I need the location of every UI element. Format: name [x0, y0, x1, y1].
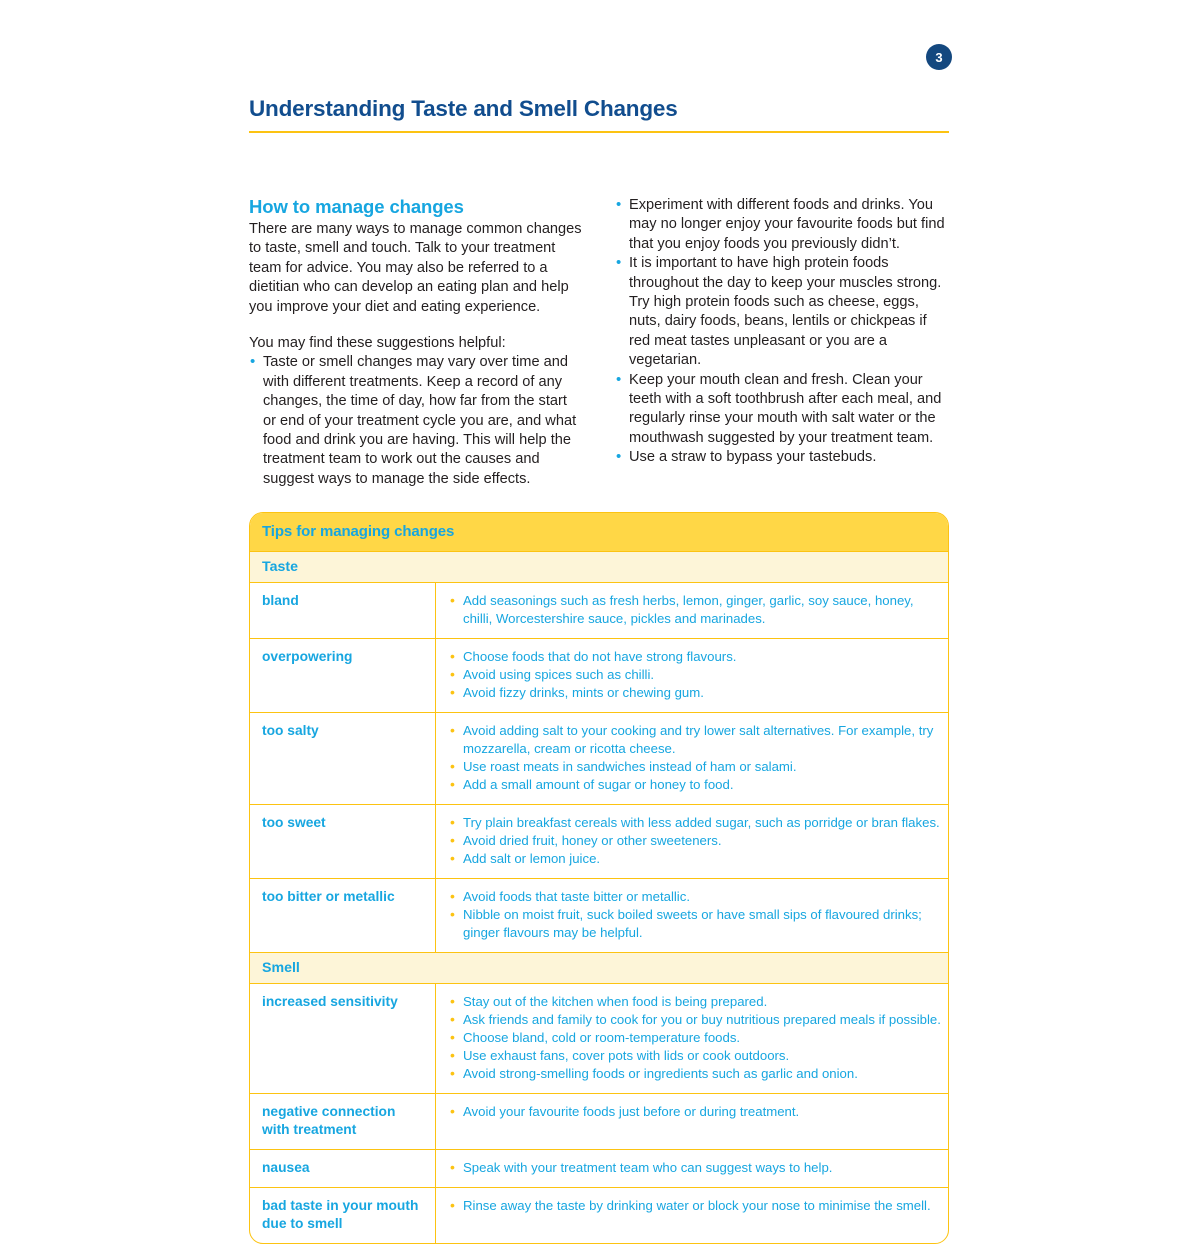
row-tips — [436, 1094, 948, 1149]
row-tips — [436, 984, 948, 1093]
row-tips — [436, 583, 948, 638]
table-row — [250, 583, 948, 638]
table-row — [250, 984, 948, 1093]
tip-item: • Add a small amount of sugar or honey to food. — [450, 776, 942, 794]
row-label: increased sensitivity — [250, 984, 436, 1093]
page-number-badge: 3 — [926, 44, 952, 70]
row-label: overpowering — [250, 639, 436, 712]
tip-item: • Stay out of the kitchen when food is being prepared. — [450, 993, 942, 1011]
tip-item: • Avoid strong-smelling foods or ingredients such as garlic and onion. — [450, 1065, 942, 1083]
suggestions-lead-in: You may find these suggestions helpful: — [249, 335, 506, 352]
tip-list — [450, 648, 942, 702]
list-item: • Taste or smell changes may vary over time and with different treatments. Keep a record of any changes, the time of day, how far from the start or end of your treatment cycle you are, and what food and drink you are having. This will help the treatment team to work out the causes and suggest ways to manage the side effects. — [249, 353, 582, 489]
tip-item: • Try plain breakfast cereals with less added sugar, such as porridge or bran flakes. — [450, 814, 942, 832]
list-item: • Keep your mouth clean and fresh. Clean your teeth with a soft toothbrush after each meal, and regularly rinse your mouth with salt water or the mouthwash suggested by your treatment team. — [615, 371, 948, 449]
row-label: too salty — [250, 713, 436, 804]
left-column-bullet-list — [249, 353, 582, 489]
row-label: too bitter or metallic — [250, 879, 436, 952]
intro-paragraph: There are many ways to manage common changes to taste, smell and touch. Talk to your treatment team for advice. You may also be referred to a dietitian who can develop an eating plan and help you improve your diet and eating experience. — [249, 221, 582, 315]
row-tips — [436, 713, 948, 804]
row-tips — [436, 805, 948, 878]
section-heading-how-to-manage-changes: How to manage changes — [249, 196, 464, 217]
tip-item: • Avoid dried fruit, honey or other sweeteners. — [450, 832, 942, 850]
table-section-header-taste: Taste — [250, 551, 948, 583]
tip-list — [450, 888, 942, 942]
tip-item: • Avoid fizzy drinks, mints or chewing gum. — [450, 684, 942, 702]
title-divider-rule — [249, 131, 949, 133]
body-columns — [249, 196, 949, 489]
tip-item: • Avoid foods that taste bitter or metallic. — [450, 888, 942, 906]
table-row — [250, 878, 948, 952]
row-tips — [436, 1150, 948, 1187]
row-tips — [436, 879, 948, 952]
tips-for-managing-changes-table — [249, 512, 949, 1244]
row-label: too sweet — [250, 805, 436, 878]
right-column — [615, 196, 948, 489]
tip-item: • Speak with your treatment team who can suggest ways to help. — [450, 1159, 942, 1177]
tip-item: • Use roast meats in sandwiches instead of ham or salami. — [450, 758, 942, 776]
table-row — [250, 1093, 948, 1149]
tip-item: • Choose foods that do not have strong flavours. — [450, 648, 942, 666]
table-row — [250, 1149, 948, 1187]
table-row — [250, 638, 948, 712]
list-item: • Experiment with different foods and drinks. You may no longer enjoy your favourite foods but find that you enjoy foods you previously didn’t. — [615, 196, 948, 254]
row-label: bland — [250, 583, 436, 638]
tip-item: • Add seasonings such as fresh herbs, lemon, ginger, garlic, soy sauce, honey, chilli, Worcestershire sauce, pickles and marinades. — [450, 592, 942, 628]
tip-item: • Ask friends and family to cook for you or buy nutritious prepared meals if possible. — [450, 1011, 942, 1029]
table-row — [250, 1187, 948, 1243]
list-item: • Use a straw to bypass your tastebuds. — [615, 448, 948, 467]
tip-item: • Avoid using spices such as chilli. — [450, 666, 942, 684]
left-column — [249, 196, 582, 489]
table-section-header-smell: Smell — [250, 952, 948, 984]
table-header: Tips for managing changes — [250, 513, 948, 551]
row-label: nausea — [250, 1150, 436, 1187]
tip-item: • Rinse away the taste by drinking water or block your nose to minimise the smell. — [450, 1197, 942, 1215]
tip-item: • Avoid adding salt to your cooking and try lower salt alternatives. For example, try mozzarella, cream or ricotta cheese. — [450, 722, 942, 758]
tip-item: • Use exhaust fans, cover pots with lids or cook outdoors. — [450, 1047, 942, 1065]
right-column-bullet-list — [615, 196, 948, 468]
tip-item: • Nibble on moist fruit, suck boiled sweets or have small sips of flavoured drinks; ginger flavours may be helpful. — [450, 906, 942, 942]
tip-item: • Add salt or lemon juice. — [450, 850, 942, 868]
tip-list — [450, 993, 942, 1083]
list-item: • It is important to have high protein foods throughout the day to keep your muscles strong. Try high protein foods such as cheese, eggs, nuts, dairy foods, beans, lentils or chickpeas if red meat tastes unpleasant or you are a vegetarian. — [615, 254, 948, 370]
tip-list — [450, 814, 942, 868]
tip-list — [450, 592, 942, 628]
tip-list — [450, 722, 942, 794]
row-label: bad taste in your mouth due to smell — [250, 1188, 436, 1243]
tip-item: • Choose bland, cold or room-temperature foods. — [450, 1029, 942, 1047]
row-label: negative connection with treatment — [250, 1094, 436, 1149]
table-row — [250, 712, 948, 804]
page-title: Understanding Taste and Smell Changes — [249, 96, 678, 121]
table-row — [250, 804, 948, 878]
tip-list — [450, 1159, 942, 1177]
tip-item: • Avoid your favourite foods just before or during treatment. — [450, 1103, 942, 1121]
tip-list — [450, 1103, 942, 1121]
row-tips — [436, 1188, 948, 1243]
row-tips — [436, 639, 948, 712]
